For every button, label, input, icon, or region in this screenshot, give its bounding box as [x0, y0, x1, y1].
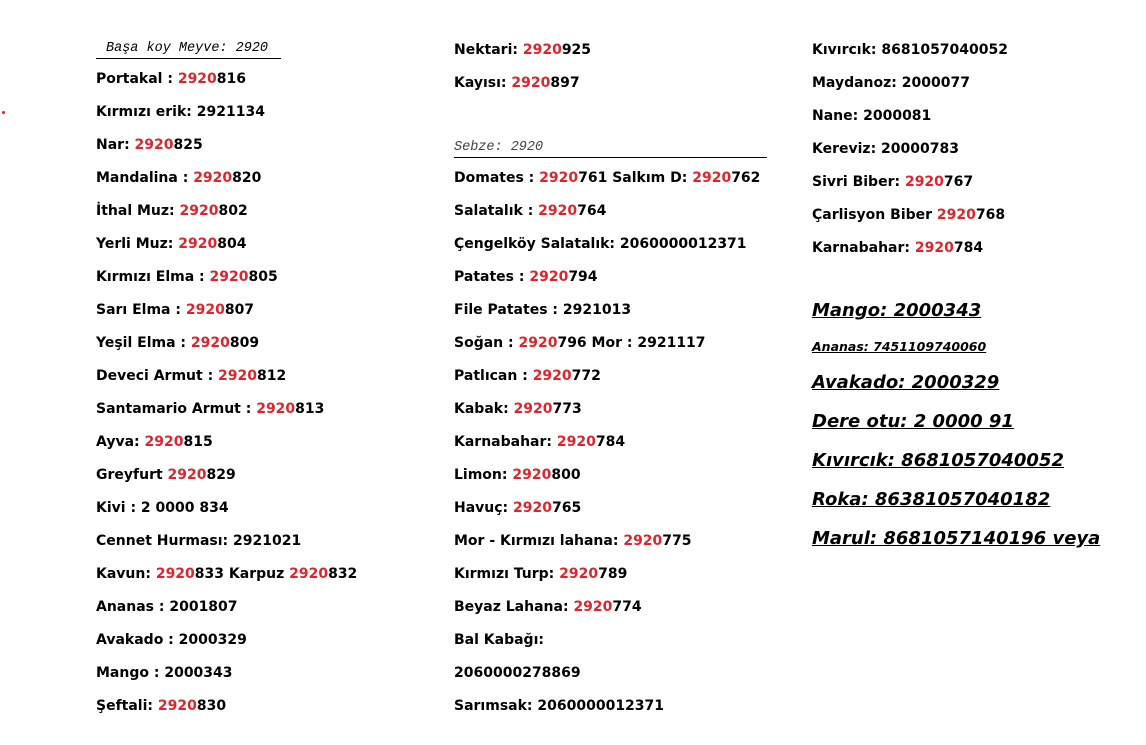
- list-item: [812, 104, 1142, 137]
- code-prefix: 2920: [513, 500, 552, 516]
- list-item: [96, 496, 426, 529]
- code-prefix: 2920: [218, 368, 258, 384]
- list-item: [454, 694, 784, 727]
- item-text: 794: [568, 269, 598, 285]
- list-item: [454, 71, 784, 104]
- item-text: Portakal :: [96, 71, 178, 87]
- item-text: Kırmızı Turp:: [454, 566, 560, 582]
- list-item: [454, 595, 784, 628]
- item-text: Beyaz Lahana:: [454, 599, 574, 615]
- item-text: Deveci Armut :: [96, 368, 219, 384]
- vegetable-list: [454, 166, 784, 727]
- code-prefix: 2920: [532, 368, 572, 384]
- list-item: [96, 199, 426, 232]
- list-item: [96, 463, 426, 496]
- list-item: [96, 364, 426, 397]
- item-text: Sarımsak: 2060000012371: [454, 698, 665, 714]
- list-item: [96, 694, 426, 727]
- code-prefix: 2920: [134, 137, 174, 153]
- section-gap: [454, 104, 784, 137]
- item-text: 820: [232, 170, 262, 186]
- item-text: Cennet Hurması: 2921021: [96, 533, 302, 549]
- code-prefix: 2920: [692, 170, 732, 186]
- item-text: Avakado : 2000329: [96, 632, 247, 648]
- list-item: [454, 331, 784, 364]
- vegetable-column: [454, 38, 784, 727]
- item-text: Soğan :: [454, 335, 519, 351]
- item-text: Maydanoz: 2000077: [812, 75, 970, 91]
- item-text: Patlıcan :: [454, 368, 533, 384]
- code-prefix: 2920: [185, 302, 225, 318]
- list-item: [96, 397, 426, 430]
- highlight-list: [812, 291, 1142, 558]
- vegetable-heading: Sebze: 2920: [454, 139, 767, 158]
- item-text: 897: [550, 75, 580, 91]
- item-text: Nar:: [96, 137, 135, 153]
- code-prefix: 2920: [936, 207, 976, 223]
- code-prefix: 2920: [904, 174, 944, 190]
- list-item: [96, 133, 426, 166]
- item-text: Limon:: [454, 467, 513, 483]
- item-text: Karnabahar:: [454, 434, 557, 450]
- list-item: [96, 562, 426, 595]
- list-item: [96, 529, 426, 562]
- highlight-item: Kıvırcık: 8681057040052: [812, 450, 1064, 471]
- code-prefix: 2920: [513, 401, 553, 417]
- code-prefix: 2920: [157, 698, 197, 714]
- highlight-item: Mango: 2000343: [812, 300, 982, 321]
- item-text: Kavun:: [96, 566, 156, 582]
- item-text: 807: [224, 302, 255, 318]
- code-prefix: 2920: [573, 599, 613, 615]
- code-prefix: 2920: [179, 203, 219, 219]
- list-item: [454, 298, 784, 331]
- item-text: Kayısı:: [454, 75, 512, 91]
- extra-fruit-list: [454, 38, 784, 104]
- code-prefix: 2920: [914, 240, 954, 256]
- list-item: [96, 100, 426, 133]
- list-item: [96, 232, 426, 265]
- item-text: Bal Kabağı:: [454, 632, 544, 648]
- list-item: [454, 628, 784, 661]
- code-prefix: 2920: [209, 269, 249, 285]
- fruit-list: [96, 67, 426, 727]
- code-prefix: 2920: [256, 401, 296, 417]
- list-item: [812, 170, 1142, 203]
- code-prefix: 2920: [623, 533, 663, 549]
- item-text: 768: [975, 207, 1006, 223]
- item-text: 796 Mor : 2921117: [557, 335, 706, 351]
- item-text: İthal Muz:: [96, 203, 180, 219]
- code-prefix: 2920: [556, 434, 596, 450]
- list-item: [812, 71, 1142, 104]
- list-item: [454, 199, 784, 232]
- list-item: [96, 430, 426, 463]
- item-text: 812: [257, 368, 287, 384]
- item-text: 825: [173, 137, 203, 153]
- list-item: [454, 232, 784, 265]
- highlight-item: Roka: 86381057040182: [812, 489, 1051, 510]
- item-text: Mandalina :: [96, 170, 194, 186]
- list-item: [454, 529, 784, 562]
- item-text: Mor - Kırmızı lahana:: [454, 533, 624, 549]
- item-text: Kırmızı Elma :: [96, 269, 210, 285]
- list-item: [454, 496, 784, 529]
- highlight-item: Avakado: 2000329: [812, 372, 1000, 393]
- code-prefix: 2920: [177, 71, 217, 87]
- item-text: 804: [217, 236, 247, 252]
- item-text: 765: [552, 500, 582, 516]
- highlight-item: Marul: 8681057140196 veya: [812, 528, 1101, 549]
- section-gap: [812, 269, 1142, 291]
- highlight-item: Dere otu: 2 0000 91: [812, 411, 1014, 432]
- list-item: [96, 661, 426, 694]
- item-text: 767: [943, 174, 974, 190]
- list-item: [96, 331, 426, 364]
- greens-column: [812, 38, 1142, 558]
- item-text: Salatalık :: [454, 203, 539, 219]
- fruit-heading: Başa koy Meyve: 2920: [96, 40, 281, 59]
- item-text: Kereviz: 20000783: [812, 141, 959, 157]
- item-text: Yeşil Elma :: [96, 335, 191, 351]
- list-item: [454, 38, 784, 71]
- item-text: 784: [953, 240, 984, 256]
- code-prefix: 2920: [167, 467, 207, 483]
- list-item: [96, 628, 426, 661]
- item-text: 813: [295, 401, 325, 417]
- highlight-item: Ananas: 7451109740060: [812, 339, 987, 354]
- item-text: Domates :: [454, 170, 540, 186]
- code-prefix: 2920: [512, 467, 552, 483]
- list-item: [96, 595, 426, 628]
- code-prefix: 2920: [289, 566, 329, 582]
- item-text: Kırmızı erik: 2921134: [96, 104, 265, 120]
- item-text: 816: [216, 71, 247, 87]
- code-prefix: 2920: [190, 335, 230, 351]
- item-text: 784: [595, 434, 626, 450]
- code-prefix: 2920: [193, 170, 233, 186]
- item-text: 925: [561, 42, 592, 58]
- item-text: Ayva:: [96, 434, 145, 450]
- item-text: Ananas : 2001807: [96, 599, 238, 615]
- code-prefix: 2920: [539, 170, 579, 186]
- item-text: 809: [229, 335, 260, 351]
- item-text: 2060000278869: [454, 665, 581, 681]
- list-item: [812, 203, 1142, 236]
- list-item: [454, 562, 784, 595]
- list-item: [454, 265, 784, 298]
- item-text: 789: [598, 566, 628, 582]
- list-item: [96, 67, 426, 100]
- stray-red-dot: [2, 111, 5, 114]
- item-text: 761 Salkım D:: [578, 170, 693, 186]
- list-item: [454, 430, 784, 463]
- item-text: 800: [551, 467, 581, 483]
- item-text: Şeftali:: [96, 698, 158, 714]
- list-item: [812, 38, 1142, 71]
- item-text: 802: [218, 203, 248, 219]
- code-prefix: 2920: [559, 566, 599, 582]
- fruit-column: [96, 38, 426, 727]
- item-text: Santamario Armut :: [96, 401, 257, 417]
- item-text: 762: [731, 170, 761, 186]
- code-prefix: 2920: [518, 335, 558, 351]
- item-text: 805: [248, 269, 278, 285]
- item-text: 772: [571, 368, 601, 384]
- item-text: Çarlisyon Biber: [812, 207, 937, 223]
- greens-list: [812, 38, 1142, 269]
- item-text: Sivri Biber:: [812, 174, 905, 190]
- list-item: [812, 137, 1142, 170]
- list-item: [454, 364, 784, 397]
- list-item: [96, 298, 426, 331]
- list-item: [812, 236, 1142, 269]
- item-text: Greyfurt: [96, 467, 168, 483]
- code-prefix: 2920: [522, 42, 562, 58]
- item-text: 773: [552, 401, 582, 417]
- code-prefix: 2920: [144, 434, 184, 450]
- item-text: Nane: 2000081: [812, 108, 932, 124]
- item-text: 833 Karpuz: [194, 566, 290, 582]
- list-item: [96, 166, 426, 199]
- item-text: 775: [662, 533, 692, 549]
- item-text: Yerli Muz:: [96, 236, 179, 252]
- list-item: [454, 463, 784, 496]
- list-item: [454, 661, 784, 694]
- item-text: Karnabahar:: [812, 240, 915, 256]
- list-item: [454, 397, 784, 430]
- item-text: Kıvırcık: 8681057040052: [812, 42, 1008, 58]
- item-text: Havuç:: [454, 500, 514, 516]
- item-text: 815: [183, 434, 213, 450]
- item-text: Patates :: [454, 269, 530, 285]
- item-text: Kivi : 2 0000 834: [96, 500, 229, 516]
- list-item: [454, 166, 784, 199]
- item-text: 832: [328, 566, 358, 582]
- item-text: Kabak:: [454, 401, 514, 417]
- item-text: Çengelköy Salatalık: 2060000012371: [454, 236, 747, 252]
- item-text: File Patates : 2921013: [454, 302, 632, 318]
- item-text: Mango : 2000343: [96, 665, 233, 681]
- code-prefix: 2920: [529, 269, 569, 285]
- item-text: 830: [196, 698, 227, 714]
- code-prefix: 2920: [511, 75, 551, 91]
- item-text: Sarı Elma :: [96, 302, 186, 318]
- code-prefix: 2920: [538, 203, 578, 219]
- code-prefix: 2920: [178, 236, 218, 252]
- item-text: Nektari:: [454, 42, 523, 58]
- list-item: [96, 265, 426, 298]
- item-text: 829: [206, 467, 236, 483]
- item-text: 764: [577, 203, 607, 219]
- code-prefix: 2920: [155, 566, 195, 582]
- item-text: 774: [612, 599, 642, 615]
